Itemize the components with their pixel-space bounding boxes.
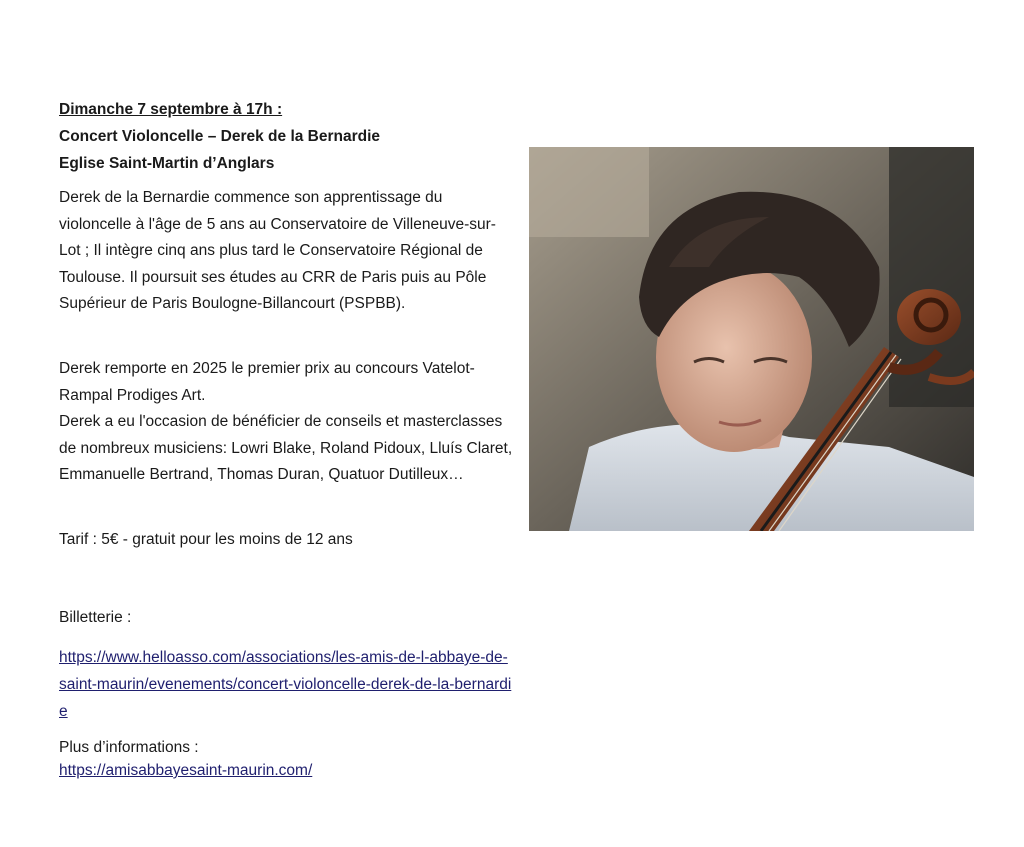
bio-paragraph-2 xyxy=(59,356,514,489)
more-info-label: Plus d’informations : xyxy=(59,739,199,756)
cellist-photo xyxy=(529,147,974,531)
more-info-link[interactable]: https://amisabbayesaint-maurin.com/ xyxy=(59,762,313,779)
cellist-photo-illustration xyxy=(529,147,974,531)
pricing-text: Tarif : 5€ - gratuit pour les moins de 12 ans xyxy=(59,531,353,548)
more-info-link-block xyxy=(59,760,312,782)
bio-masterclasses: Derek a eu l'occasion de bénéficier de conseils et masterclasses de nombreux musiciens: Lowri Blake, Roland Pidoux, Lluís Claret, Emmanuelle Bertrand, Thomas Duran, Quatuor Dutilleux… xyxy=(59,413,513,483)
bio-paragraph-1: Derek de la Bernardie commence son apprentissage du violoncelle à l'âge de 5 ans au Conservatoire de Villeneuve-sur-Lot ; Il intègre cinq ans plus tard le Conservatoire Régional de Toulouse. Il poursuit ses études au CRR de Paris puis au Pôle Supérieur de Paris Boulogne-Billancourt (PSPBB). xyxy=(59,189,496,312)
bio-award: Derek remporte en 2025 le premier prix au concours Vatelot-Rampal Prodiges Art. xyxy=(59,360,475,404)
ticketing-link-block xyxy=(59,644,514,725)
event-title: Concert Violoncelle – Derek de la Bernardie xyxy=(59,128,381,145)
event-header xyxy=(59,96,519,177)
event-venue: Eglise Saint-Martin d’Anglars xyxy=(59,155,275,172)
ticketing-link[interactable]: https://www.helloasso.com/associations/les-amis-de-l-abbaye-de-saint-maurin/evenements/concert-violoncelle-derek-de-la-bernardie xyxy=(59,649,512,720)
ticketing-label: Billetterie : xyxy=(59,609,132,626)
event-date: Dimanche 7 septembre à 17h : xyxy=(59,101,283,118)
